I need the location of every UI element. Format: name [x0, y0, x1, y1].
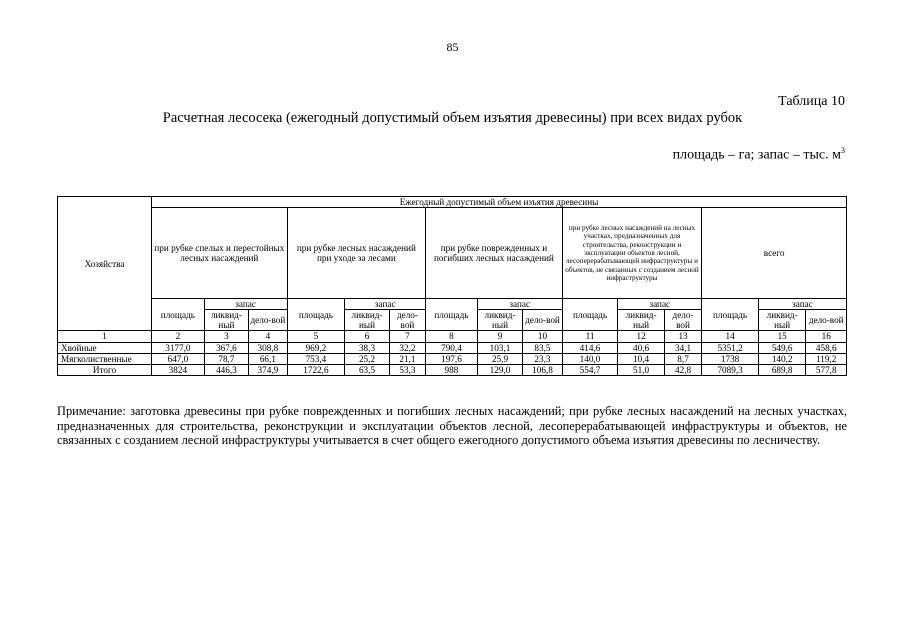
column-number: 2: [152, 331, 205, 342]
group-header-damaged: при рубке поврежденных и погибших лесных насаждений: [426, 208, 563, 299]
table-cell: 78,7: [204, 353, 249, 364]
column-number: 4: [249, 331, 287, 342]
farm-header: Хозяйства: [58, 197, 152, 331]
table-cell: 42,8: [664, 364, 701, 375]
table-cell: 129,0: [477, 364, 523, 375]
table-row-total: [58, 364, 847, 375]
group-header-infrastructure: при рубке лесных насаждений на лесных участках, предназначенных для строительства, реконструкции и эксплуатации объектов лесной, лесоперерабатывающей инфраструктуры и объектов, не связанных с созданием лесной инфраструктуры: [562, 208, 702, 299]
column-number-row: [58, 331, 847, 342]
area-header: площадь: [287, 299, 345, 331]
top-header: Ежегодный допустимый объем изъятия древесины: [152, 197, 847, 208]
table-cell: 119,2: [806, 353, 847, 364]
area-header: площадь: [562, 299, 618, 331]
header-row-sub: [58, 299, 847, 310]
table-cell: 25,9: [477, 353, 523, 364]
table-label: Таблица 10: [778, 94, 845, 109]
table-row: [58, 353, 847, 364]
liquid-header: ликвид-ный: [204, 310, 249, 331]
table-cell: 40,6: [618, 342, 665, 353]
table-cell: 3177,0: [152, 342, 205, 353]
table-cell: 374,9: [249, 364, 287, 375]
liquid-header: ликвид-ный: [477, 310, 523, 331]
stock-header: запас: [204, 299, 287, 310]
table-cell: 458,6: [806, 342, 847, 353]
business-header: дело-вой: [806, 310, 847, 331]
liquid-header: ликвид-ный: [345, 310, 390, 331]
table-cell: 103,1: [477, 342, 523, 353]
table-cell: 8,7: [664, 353, 701, 364]
column-number: 5: [287, 331, 345, 342]
table-cell: 21,1: [389, 353, 425, 364]
column-number: 7: [389, 331, 425, 342]
units-line: [673, 146, 845, 164]
business-header: дело-вой: [249, 310, 287, 331]
business-header: дело-вой: [664, 310, 701, 331]
data-table: [57, 196, 847, 376]
table-cell: 25,2: [345, 353, 390, 364]
column-number: 16: [806, 331, 847, 342]
table-cell: 367,6: [204, 342, 249, 353]
table-row: [58, 342, 847, 353]
table-cell: 140,2: [758, 353, 806, 364]
group-header-thinning: при рубке лесных насаждений при уходе за лесами: [287, 208, 426, 299]
table-cell: 790,4: [426, 342, 478, 353]
table-cell: 414,6: [562, 342, 618, 353]
stock-header: запас: [477, 299, 562, 310]
table-cell: 647,0: [152, 353, 205, 364]
column-number: 15: [758, 331, 806, 342]
header-row-top: [58, 197, 847, 208]
column-number: 9: [477, 331, 523, 342]
table-cell: 7089,3: [702, 364, 759, 375]
business-header: дело-вой: [523, 310, 562, 331]
column-number: 1: [58, 331, 152, 342]
column-number: 3: [204, 331, 249, 342]
group-header-total: всего: [702, 208, 847, 299]
table-cell: 577,8: [806, 364, 847, 375]
stock-header: запас: [618, 299, 702, 310]
table-cell: 106,8: [523, 364, 562, 375]
table-cell: 308,8: [249, 342, 287, 353]
area-header: площадь: [426, 299, 478, 331]
stock-header: запас: [758, 299, 846, 310]
column-number: 8: [426, 331, 478, 342]
table-cell: 554,7: [562, 364, 618, 375]
area-header: площадь: [702, 299, 759, 331]
table-cell: 988: [426, 364, 478, 375]
table-cell: 38,3: [345, 342, 390, 353]
row-label: Мягколиственные: [58, 353, 152, 364]
business-header: дело-вой: [389, 310, 425, 331]
units-superscript: 3: [841, 146, 845, 155]
column-number: 12: [618, 331, 665, 342]
table-cell: 753,4: [287, 353, 345, 364]
table-cell: 140,0: [562, 353, 618, 364]
area-header: площадь: [152, 299, 205, 331]
table-cell: 1738: [702, 353, 759, 364]
table-title: Расчетная лесосека (ежегодный допустимый объем изъятия древесины) при всех видах рубок: [162, 110, 743, 126]
table-cell: 549,6: [758, 342, 806, 353]
table-cell: 446,3: [204, 364, 249, 375]
row-label: Итого: [58, 364, 152, 375]
column-number: 13: [664, 331, 701, 342]
page-number: 85: [446, 40, 459, 54]
table-cell: 51,0: [618, 364, 665, 375]
table-cell: 32,2: [389, 342, 425, 353]
units-text: площадь – га; запас – тыс. м: [672, 147, 841, 163]
header-row-groups: [58, 208, 847, 299]
table-cell: 689,8: [758, 364, 806, 375]
table-cell: 63,5: [345, 364, 390, 375]
column-number: 14: [702, 331, 759, 342]
liquid-header: ликвид-ный: [618, 310, 665, 331]
table-cell: 5351,2: [702, 342, 759, 353]
group-header-mature: при рубке спелых и перестойных лесных насаждений: [152, 208, 288, 299]
column-number: 6: [345, 331, 390, 342]
table-cell: 23,3: [523, 353, 562, 364]
stock-header: запас: [345, 299, 426, 310]
table-cell: 83,5: [523, 342, 562, 353]
table-cell: 3824: [152, 364, 205, 375]
row-label: Хвойные: [58, 342, 152, 353]
table-cell: 969,2: [287, 342, 345, 353]
table-note: Примечание: заготовка древесины при рубке поврежденных и погибших лесных насаждений; при рубке лесных насаждений на лесных участках, предназначенных для строительства, реконструкции и эксплуатации объектов лесной, лесоперерабатывающей инфраструктуры и объектов, не связанных с созданием лесной инфраструктуры учитывается в счет общего ежегодного допустимого объема изъятия древесины по лесничеству.: [57, 404, 847, 448]
liquid-header: ликвид-ный: [758, 310, 806, 331]
table-cell: 34,1: [664, 342, 701, 353]
table-cell: 10,4: [618, 353, 665, 364]
table-cell: 197,6: [426, 353, 478, 364]
table-cell: 66,1: [249, 353, 287, 364]
table-cell: 1722,6: [287, 364, 345, 375]
table-cell: 53,3: [389, 364, 425, 375]
column-number: 11: [562, 331, 618, 342]
column-number: 10: [523, 331, 562, 342]
